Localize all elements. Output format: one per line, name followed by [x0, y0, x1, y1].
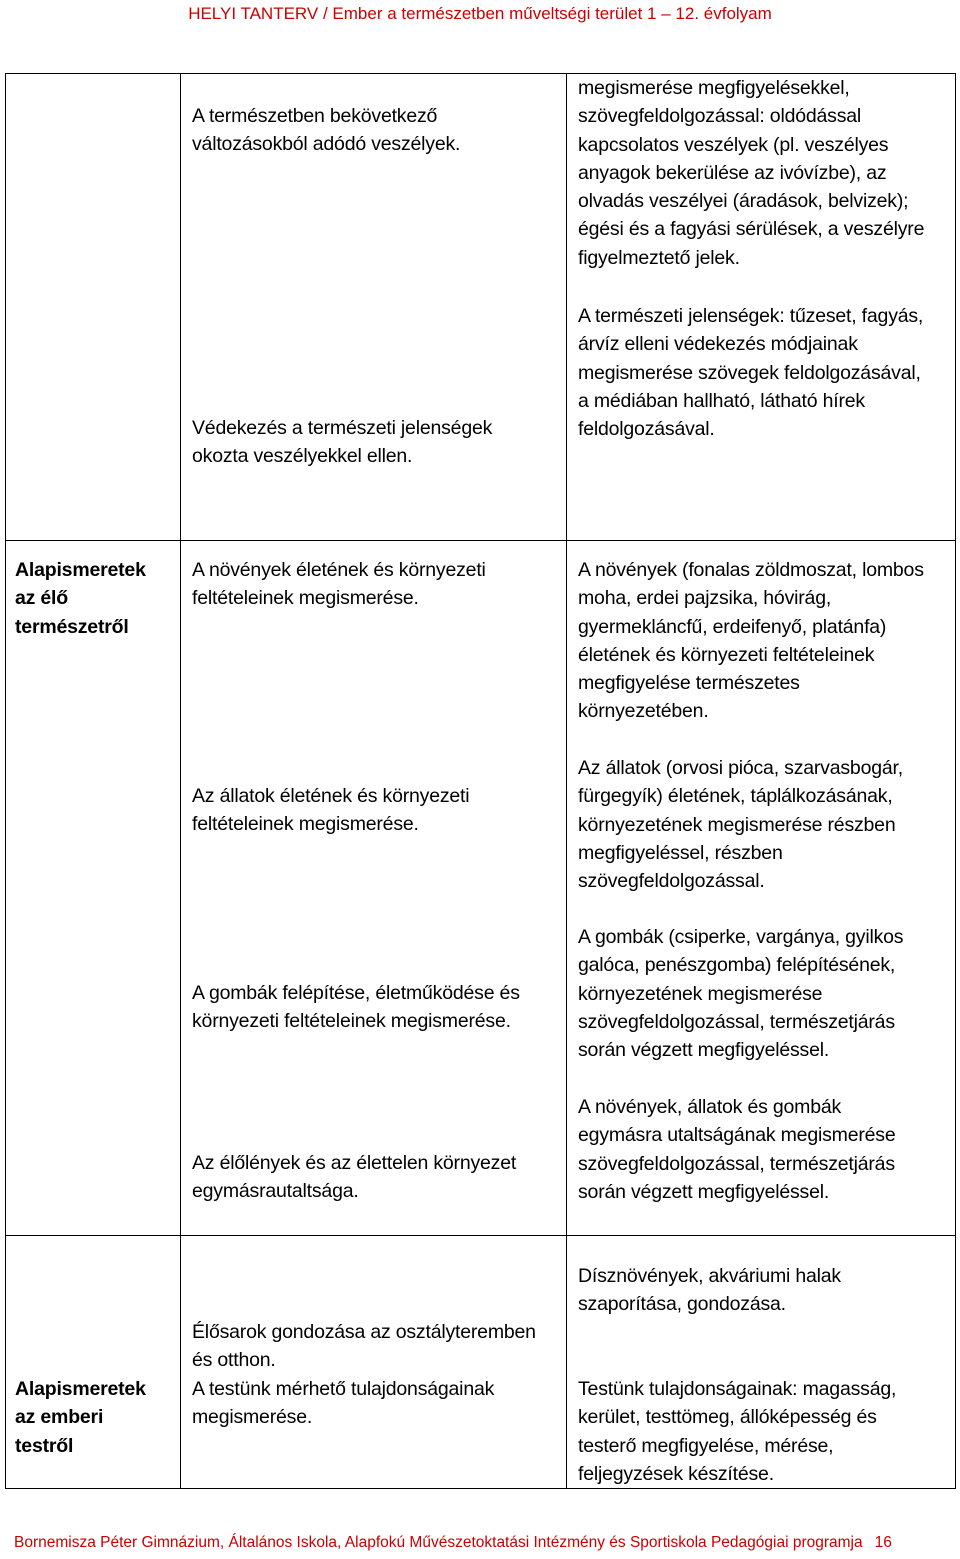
activity-body-measurement: Testünk tulajdonságainak: magasság, kerület, testtömeg, állóképesség és testerő megfigyelése, mérése, feljegyzések készítése.	[578, 1378, 897, 1485]
table-row-divider	[5, 1235, 956, 1236]
activity-ornamental-plants: Dísznövények, akváriumi halak szaporítása, gondozása.	[578, 1265, 841, 1316]
page-footer	[14, 1533, 954, 1553]
activity-animals: Az állatok (orvosi pióca, szarvasbogár, fürgegyík) életének, táplálkozásának, környezetének megismerése részben megfigyeléssel, részben szövegfeldolgozással.	[578, 757, 903, 893]
page-number: 16	[874, 1534, 892, 1551]
footer-text: Bornemisza Péter Gimnázium, Általános Iskola, Alapfokú Művészetoktatási Intézmény és Sportiskola Pedagógiai programja	[14, 1534, 863, 1551]
activity-fungi: A gombák (csiperke, vargánya, gyilkos galóca, penészgomba) felépítésének, környezetének megismerése szövegfeldolgozással, természetjárás során végzett megfigyeléssel.	[578, 926, 904, 1062]
table-column-divider	[180, 73, 181, 1489]
topic-plants: A növények életének és környezeti feltételeinek megismerése.	[192, 559, 486, 610]
topic-fungi: A gombák felépítése, életműködése és környezeti feltételeinek megismerése.	[192, 982, 520, 1033]
table-row-divider	[5, 540, 956, 541]
page-header: HELYI TANTERV / Ember a természetben műveltségi terület 1 – 12. évfolyam	[188, 4, 772, 23]
activity-dangers-observation: megismerése megfigyelésekkel, szövegfeldolgozással: oldódással kapcsolatos veszélyek (pl. veszélyes anyagok bekerülése az ivóvízbe), az olvadás veszélyei (áradások, belvizek); égési és a fagyási sérülések, a veszélyre figyelmeztető jelek.	[578, 77, 925, 269]
table-column-divider	[566, 73, 567, 1489]
topic-animals: Az állatok életének és környezeti feltételeinek megismerése.	[192, 785, 470, 836]
activity-interdependence: A növények, állatok és gombák egymásra utaltságának megismerése szövegfeldolgozással, természetjárás során végzett megfigyeléssel.	[578, 1096, 896, 1203]
activity-plants: A növények (fonalas zöldmoszat, lombos moha, erdei pajzsika, hóvirág, gyermekláncfű, erdeifenyő, platánfa) életének és környezeti feltételeinek megfigyelése természetes környezetében.	[578, 559, 924, 723]
activity-protection-methods: A természeti jelenségek: tűzeset, fagyás, árvíz elleni védekezés módjainak megismerése szövegek feldolgozásával, a médiában hallható, látható hírek feldolgozásával.	[578, 305, 924, 441]
topic-body-properties: A testünk mérhető tulajdonságainak megismerése.	[192, 1378, 495, 1429]
section-heading-living-nature: Alapismeretek az élő természetről	[15, 559, 146, 638]
topic-protection-against-dangers: Védekezés a természeti jelenségek okozta veszélyekkel ellen.	[192, 417, 493, 468]
topic-dangers-from-changes: A természetben bekövetkező változásokból adódó veszélyek.	[192, 105, 461, 156]
section-heading-human-body: Alapismeretek az emberi testről	[15, 1378, 146, 1457]
topic-living-corner: Élősarok gondozása az osztályteremben és otthon.	[192, 1321, 536, 1372]
topic-interdependence: Az élőlények és az élettelen környezet egymásrautaltsága.	[192, 1152, 517, 1203]
